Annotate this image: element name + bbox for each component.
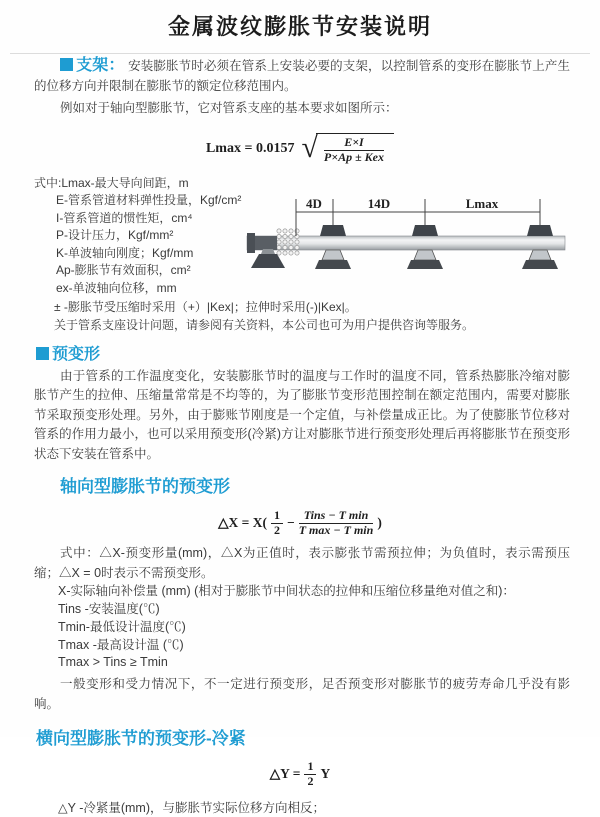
predeform-paragraph: 由于管系的工作温度变化，安装膨胀节时的温度与工作时的温度不同，管系热膨胀冷缩对膨胀节产生的拉伸、压缩量常常是不均等的，为了膨胀节变形范围控制在额定范围内，需要对膨胀节采取预变形处理。另外，由于膨账节刚度是一个定值，与补偿量成正比。为了使膨胀节位移对管系的作用力最小，也可以采用预变形(冷紧)方让对膨胀节进行预变形处理后再将膨胀节在预变形状态下安装在管系中。 [34, 368, 570, 461]
sqrt-radical [301, 133, 394, 165]
pipe-support-diagram [243, 192, 595, 292]
title-divider [10, 53, 590, 54]
consult-note: 关于管系支座设计问题，请参阅有关资料，本公司也可为用户提供咨询等服务。 [54, 317, 475, 332]
fraction-numerator: 1 [304, 760, 316, 775]
radical-sign: √ [301, 131, 318, 164]
predeform-section-heading: 预变形 [52, 345, 101, 363]
dim-label-4d: 4D [306, 196, 322, 211]
lateral-predeform-formula [0, 757, 600, 791]
lateral-note: △Y -冷紧量(mm)，与膨胀节实际位移方向相反； [58, 801, 326, 816]
fraction-denominator: 2 [307, 773, 314, 788]
support-intro-text: 安装膨胀节时必须在管系上安装必要的支架，以控制管系的变形在膨胀节上产生的位移方向并限制在膨胀节的额定位移范围内。 [34, 59, 570, 93]
lateral-formula-prefix: △Y = [269, 766, 301, 782]
axial-formula-explanation: 式中：△X-预变形量(mm)，△X为正值时，表示膨张节需预拉伸；为负值时，表示需预压缩；△X = 0时表示不需预变形。 [34, 546, 570, 580]
variable-line: Tins -安装温度(℃) [58, 601, 160, 616]
section-bullet-icon [60, 58, 73, 71]
page-title: 金属波纹膨胀节安装说明 [167, 14, 432, 39]
axial-note: 一般变形和受力情况下，不一定进行预变形，足否预变形对膨胀节的疲劳寿命几乎没有影响。 [34, 677, 570, 711]
section-bullet-icon [36, 347, 49, 360]
variable-line: Tmax -最高设计温 (℃) [58, 637, 184, 652]
lateral-formula-suffix: Y [320, 766, 331, 782]
lmax-formula [0, 129, 600, 169]
half-fraction [271, 509, 283, 538]
variable-line: ex-单波轴向位移，mm [56, 281, 177, 296]
lateral-subsection-heading: 横向型膨胀节的预变形-冷紧 [36, 729, 246, 749]
axial-formula-prefix: △X = X( [218, 515, 267, 531]
fraction-denominator: T max − T min [298, 522, 374, 537]
fraction-numerator: 1 [271, 509, 283, 524]
fraction-numerator: Tins − T min [299, 509, 374, 524]
lmax-fraction-numerator: E×I [324, 136, 384, 151]
variable-line: Tmax > Tins ≥ Tmin [58, 655, 168, 670]
variable-line: I-管系管道的惯性矩，cm⁴ [56, 210, 193, 225]
plus-minus-note: ± -膨胀节受压缩时采用（+）|Kex|；拉伸时采用(-)|Kex|。 [54, 299, 357, 314]
support-example-paragraph: 例如对于轴向型膨胀节，它对管系支座的基本要求如图所示： [60, 101, 398, 115]
support-section-heading: 支架： [76, 57, 125, 74]
temperature-fraction [299, 509, 374, 538]
axial-predeform-formula [0, 505, 600, 541]
variable-line: E-管系管道材料弹性投量，Kgf/cm² [56, 193, 242, 208]
dim-label-lmax: Lmax [465, 196, 499, 211]
axial-variable-list [34, 583, 570, 672]
fraction-denominator: 2 [274, 522, 280, 537]
variable-line: X-实际轴向补偿量 (mm) (相对于膨胀节中间状态的拉伸和压缩位移量绝对值之和)： [58, 584, 515, 599]
predeform-section-heading-row [36, 346, 600, 364]
support-intro-paragraph [34, 57, 570, 96]
variable-line: K-单波轴向刚度；Kgf/mm [56, 245, 194, 260]
variable-line: P-设计压力，Kgf/mm² [56, 228, 174, 243]
lmax-fraction-denominator: P×Ap ± Kex [323, 149, 385, 164]
variable-line: Tmin-最低设计温度(℃) [58, 619, 186, 634]
variable-line: 式中:Lmax-最大导向间距，m [34, 175, 189, 190]
axial-formula-suffix: ) [377, 515, 382, 531]
minus-operator: − [287, 515, 295, 531]
dim-label-14d: 14D [367, 196, 391, 211]
lmax-variable-list [34, 175, 274, 298]
lmax-fraction [324, 136, 384, 165]
variable-line: Ap-膨胀节有效面积，cm² [56, 263, 191, 278]
lmax-formula-lhs: Lmax = 0.0157 [205, 140, 295, 156]
radical-body [316, 133, 394, 165]
axial-subsection-heading: 轴向型膨胀节的预变形 [60, 477, 230, 497]
half-fraction [304, 760, 316, 789]
